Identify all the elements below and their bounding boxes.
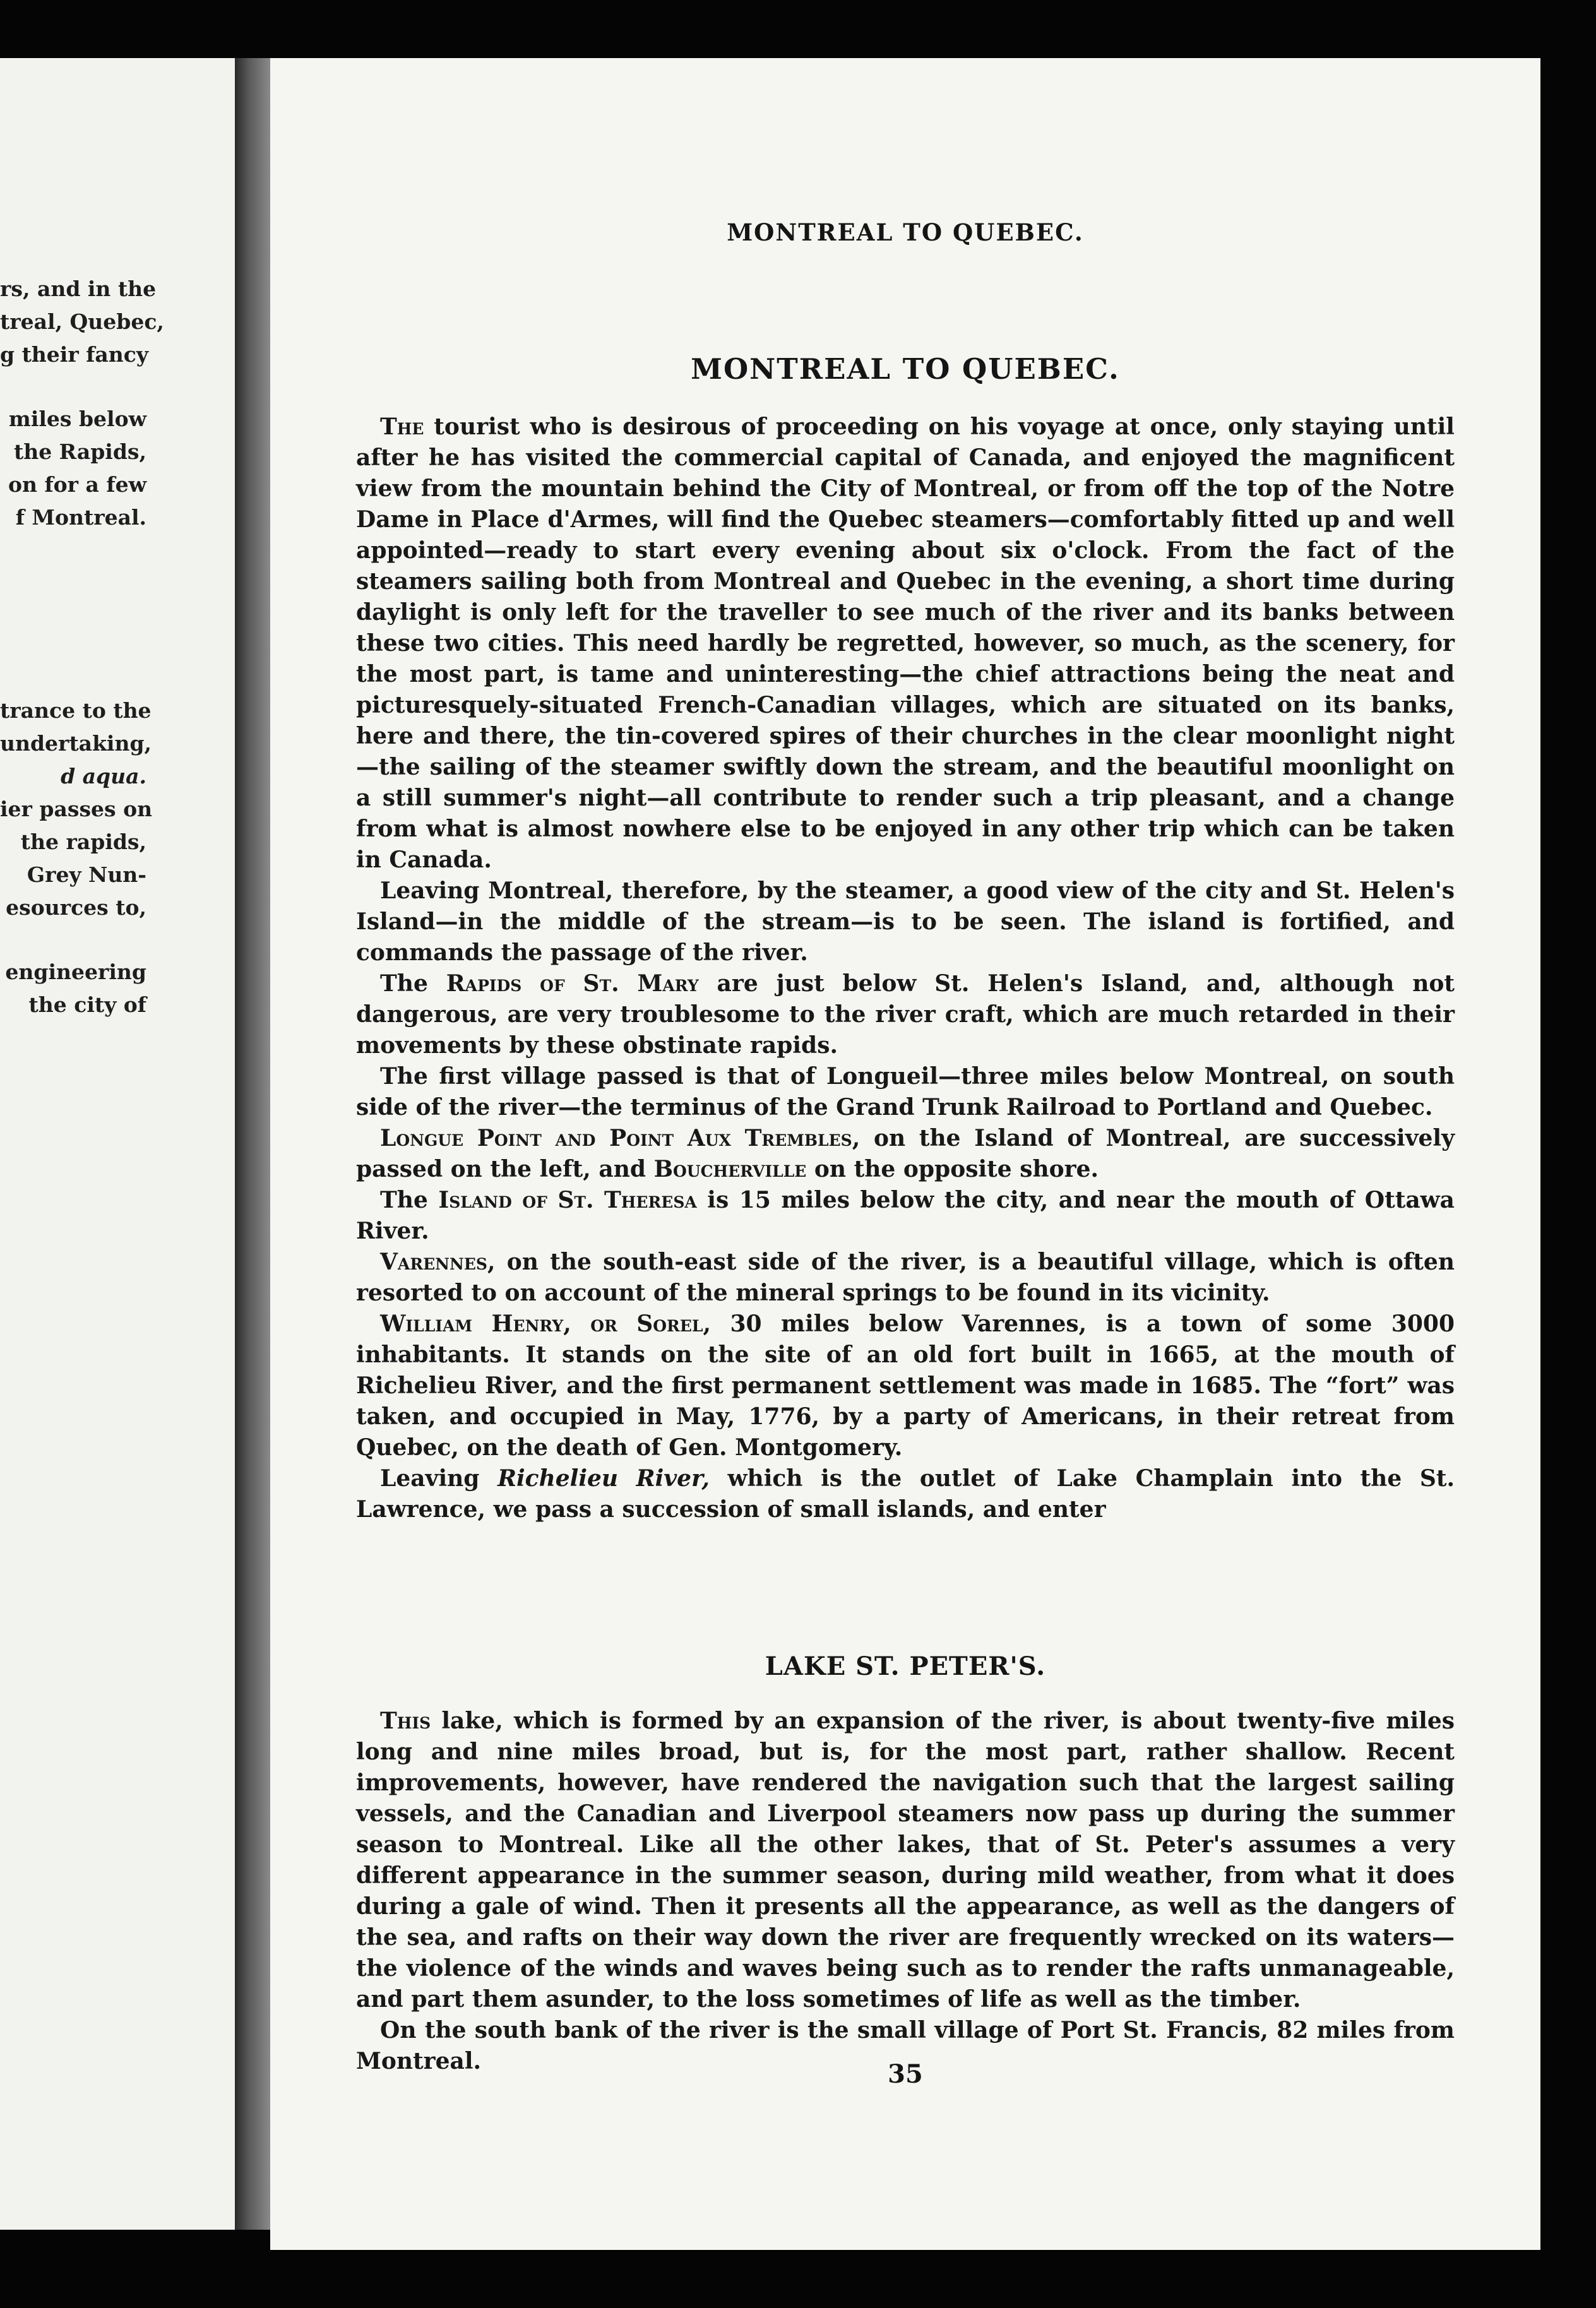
left-line: the rapids,	[20, 830, 146, 854]
paragraph	[356, 1123, 1455, 1185]
chapter-title: MONTREAL TO QUEBEC.	[691, 352, 1120, 386]
left-line: miles below	[8, 407, 146, 431]
left-line: trance to the	[0, 698, 152, 723]
text: on the opposite shore.	[806, 1156, 1099, 1182]
small-caps: Rapids of St. Mary	[446, 970, 699, 997]
main-text-block	[356, 412, 1455, 1525]
section-title: LAKE ST. PETER'S.	[765, 1651, 1046, 1681]
facing-page-left	[0, 58, 235, 2230]
book-gutter	[235, 58, 270, 2230]
left-line: undertaking,	[0, 731, 152, 756]
small-caps: Boucherville	[653, 1156, 807, 1182]
small-caps: This	[380, 1708, 431, 1734]
text: are just below St. Helen's Island, and, although not dangerous, are very troublesome to the river craft, which are much retarded in their movements by these obstinate rapids.	[356, 970, 1455, 1059]
running-head: MONTREAL TO QUEBEC.	[727, 218, 1084, 246]
small-caps: Island of St. Theresa	[438, 1187, 697, 1213]
left-line: rs, and in the	[0, 277, 157, 301]
left-line: g their fancy	[0, 342, 149, 367]
text: on the Island of Montreal, are successively passed on the left, and	[356, 1125, 1455, 1182]
small-caps: Varennes,	[380, 1249, 496, 1275]
paragraph	[356, 1309, 1455, 1463]
text: on the south-east side of the river, is a beautiful village, which is often resorted to on account of the mineral springs to be found in its vicinity.	[356, 1249, 1455, 1306]
italic-text: Richelieu River,	[497, 1465, 710, 1492]
small-caps: William Henry, or Sorel,	[380, 1311, 712, 1337]
text: is 15 miles below the city, and near the mouth of Ottawa River.	[356, 1187, 1455, 1244]
left-line: on for a few	[8, 472, 146, 497]
left-line: ier passes on	[0, 797, 153, 821]
paragraph	[356, 1061, 1455, 1123]
small-caps: The	[380, 413, 424, 440]
paragraph	[356, 1185, 1455, 1247]
text: Leaving	[380, 1465, 498, 1492]
left-line: Grey Nun-	[27, 862, 146, 887]
left-line: the Rapids,	[13, 439, 146, 464]
left-line: the city of	[28, 992, 146, 1017]
left-line: d aqua.	[61, 764, 146, 788]
left-line: treal, Quebec,	[0, 309, 164, 334]
left-line: engineering	[5, 960, 146, 984]
text: The first village passed is that of Longueil—three miles below Montreal, on south side of the river—the terminus of the Grand Trunk Railroad to Portland and Quebec.	[356, 1063, 1455, 1121]
text: The	[380, 970, 446, 997]
left-line: esources to,	[6, 895, 146, 920]
text: 30 miles below Varennes, is a town of some 3000 inhabitants. It stands on the site of an old fort built in 1665, at the mouth of Richelieu River, and the first permanent settlement was made in 1685. The “fort” was taken, and occupied in May, 1776, by a party of Americans, in their retreat from Quebec, on the death of Gen. Montgomery.	[356, 1311, 1455, 1461]
page-right	[270, 58, 1540, 2250]
text: which is the outlet of Lake Champlain into the St. Lawrence, we pass a succession of small islands, and enter	[356, 1465, 1455, 1523]
left-line: f Montreal.	[15, 505, 146, 530]
text: tourist who is desirous of proceeding on his voyage at once, only staying until after he has visited the commercial capital of Canada, and enjoyed the magnificent view from the mountain behind the City of Montreal, or from off the top of the Notre Dame in Place d'Armes, will find the Quebec steamers—comfortably fitted up and well appointed—ready to start every evening about six o'clock. From the fact of the steamers sailing both from Montreal and Quebec in the evening, a short time during daylight is only left for the traveller to see much of the river and its banks between these two cities. This need hardly be regretted, however, so much, as the scenery, for the most part, is tame and uninteresting—the chief attractions being the neat and picturesquely-situated French-Canadian villages, which are situated on its banks, here and there, the tin-covered spires of their churches in the clear moonlight night—the sailing of the steamer swiftly down the stream, and the beautiful moonlight on a still summer's night—all contribute to render such a trip pleasant, and a change from what is almost nowhere else to be enjoyed in any other trip which can be taken in Canada.	[356, 413, 1455, 873]
paragraph	[356, 968, 1455, 1061]
text: On the south bank of the river is the small village of Port St. Francis, 82 miles from Montreal.	[356, 2017, 1455, 2074]
text: Leaving Montreal, therefore, by the steamer, a good view of the city and St. Helen's Island—in the middle of the stream—is to be seen. The island is fortified, and commands the passage of the river.	[356, 877, 1455, 966]
small-caps: Longue Point and Point Aux Trembles,	[380, 1125, 861, 1151]
paragraph	[356, 876, 1455, 968]
paragraph	[356, 1247, 1455, 1309]
paragraph	[356, 1463, 1455, 1525]
text: lake, which is formed by an expansion of the river, is about twenty-five miles long and nine miles broad, but is, for the most part, rather shallow. Recent improvements, however, have rendered the navigation such that the largest sailing vessels, and the Canadian and Liverpool steamers now pass up during the summer season to Montreal. Like all the other lakes, that of St. Peter's assumes a very different appearance in the summer season, during mild weather, from what it does during a gale of wind. Then it presents all the appearance, as well as the dangers of the sea, and rafts on their way down the river are frequently wrecked on its waters—the violence of the winds and waves being such as to render the rafts unmanageable, and part them asunder, to the loss sometimes of life as well as the timber.	[356, 1708, 1455, 2013]
text: The	[380, 1187, 439, 1213]
paragraph	[356, 1706, 1455, 2015]
page-number: 35	[888, 2059, 923, 2089]
lake-text-block	[356, 1706, 1455, 2077]
paragraph	[356, 412, 1455, 876]
